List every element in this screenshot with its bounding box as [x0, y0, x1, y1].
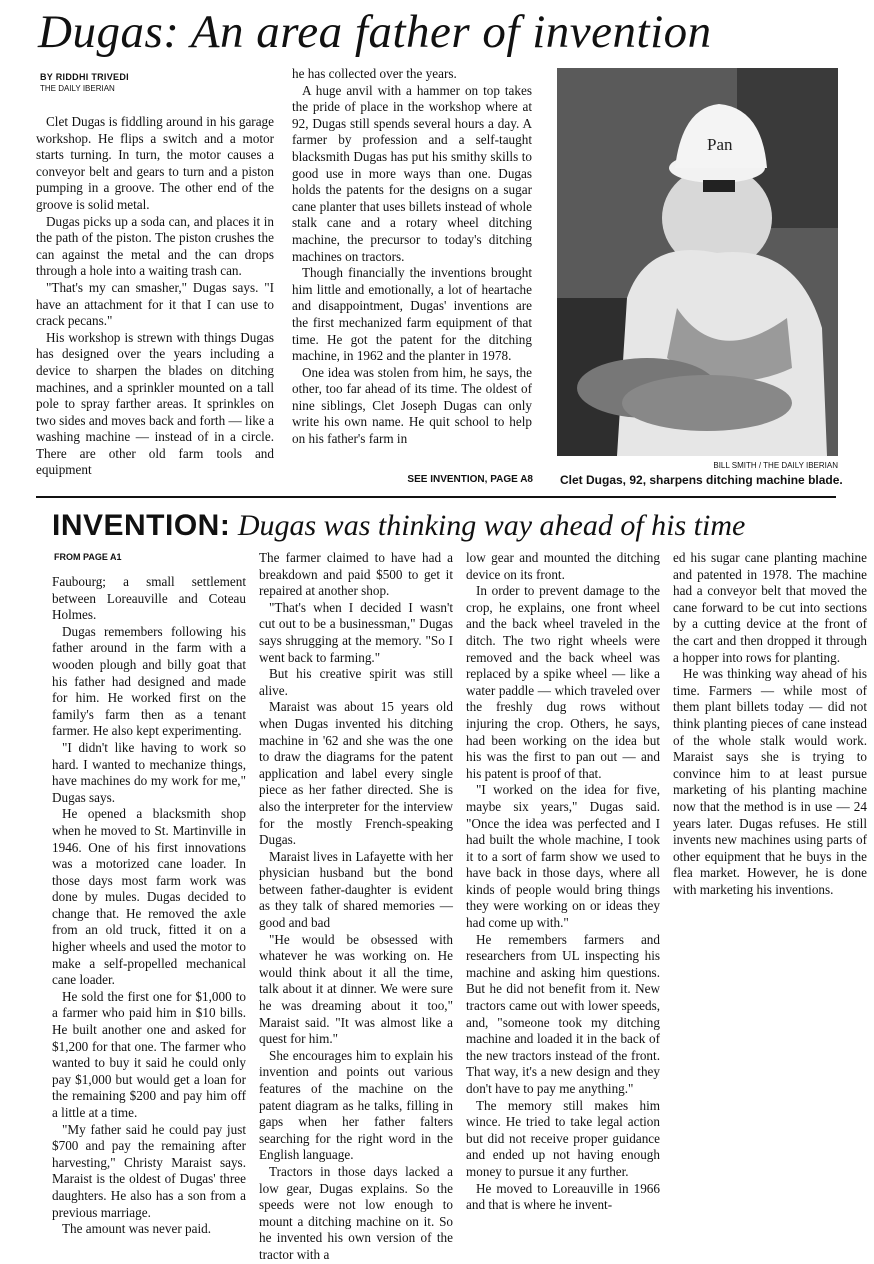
paragraph: He opened a blacksmith shop when he moved to St. Martinville in 1946. One of his first innovations was a motorized cane loader. In those days most farm work was done by mules. Dugas decided to change that. He removed the axle from an old truck, fitted it on a higher wheels and used the motor to make a self-propelled mechanical cane loader. [52, 806, 246, 988]
paragraph: Maraist lives in Lafayette with her physician husband but the bond between father-daughter is evident as they talk of shared memories — good and bad [259, 848, 453, 931]
from-page-label: FROM PAGE A1 [54, 552, 122, 562]
publication-name: THE DAILY IBERIAN [40, 84, 115, 93]
paragraph: "I worked on the idea for five, maybe six years," Dugas said. "Once the idea was perfected and I had built the whole machine, I took it to a sort of farm show we used to have back in those days, where all kinds of people would bring things they were working on or ideas they had come up with." [466, 782, 660, 931]
paragraph: Maraist was about 15 years old when Dugas invented his ditching machine in '62 and she was the one to draw the diagrams for the patent application and label every single piece as her father directed. She is also the interpreter for the interview for the mostly French-speaking Dugas. [259, 699, 453, 848]
headline: Dugas: An area father of invention [38, 6, 712, 58]
jump-headline-text: Dugas was thinking way ahead of his time [230, 509, 746, 542]
top-column-1 [36, 114, 274, 490]
paragraph: "I didn't like having to work so hard. I wanted to mechanize things, have machines do my work for me," Dugas says. [52, 739, 246, 805]
byline: BY RIDDHI TRIVEDI [40, 72, 129, 82]
paragraph: He sold the first one for $1,000 to a farmer who paid him in $10 bills. He built another one and asked for $1,200 for that one. The farmer who wanted to buy it said he could only pay $1,000 but would get a loan for the remaining $200 and pay him off a little at a time. [52, 988, 246, 1120]
jump-headline [52, 508, 745, 544]
paragraph: But his creative spirit was still alive. [259, 666, 453, 698]
paragraph: The memory still makes him wince. He tried to take legal action but did not receive proper guidance and ended up not having enough money to pursue it any further. [466, 1097, 660, 1179]
paragraph: "That's my can smasher," Dugas says. "I have an attachment for it that I can use to crack pecans." [36, 279, 274, 329]
paragraph: Tractors in those days lacked a low gear, Dugas explains. So the speeds were not low enough to mount a ditching machine on it. So he invented his own version of the tractor with a [259, 1163, 453, 1262]
divider [36, 496, 836, 498]
body-column-2 [259, 550, 453, 1262]
paragraph: Clet Dugas is fiddling around in his garage workshop. He flips a switch and a motor starts turning. In turn, the motor causes a conveyor belt and gears to turn and a piston pumping in a groove. The other end of the groove is solid metal. [36, 114, 274, 212]
jump-reference: SEE INVENTION, PAGE A8 [407, 474, 533, 485]
paragraph: low gear and mounted the ditching device on its front. [466, 550, 660, 582]
paragraph: A huge anvil with a hammer on top takes the pride of place in the workshop where at 92, Dugas still spends several hours a day. A farmer by profession and a self-taught blacksmith Dugas has put his smithy skills to good use in more ways than one. Dugas holds the patents for the designs on a sugar cane planter that uses billets instead of whole stalk cane and a rotary wheel ditching machine, the precursor to today's ditching machines on tractors. [292, 82, 532, 264]
paragraph: "My father said he could pay just $700 and pay the remaining after harvesting," Christy Maraist says. Maraist is the oldest of Dugas' three daughters. He also has a son from a previous marriage. [52, 1121, 246, 1220]
paragraph: Dugas picks up a soda can, and places it in the path of the piston. The piston crushes the can against the metal and the can drops through a hole into a waiting trash can. [36, 213, 274, 279]
paragraph: ed his sugar cane planting machine and patented in 1978. The machine had a conveyor belt that moved the cane forward to be cut into sections by a cutting device at the front of the cart and then dropped it through a hopper into rows for planting. [673, 550, 867, 665]
body-column-3 [466, 550, 660, 1250]
paragraph: His workshop is strewn with things Dugas has designed over the years including a device to sharpen the blades on ditching machines, and a sprinkler mounted on a tall pole to spray farther areas. It sprinkles on two sides and moves back and forth — like a washing machine — instead of in a circle. There are other old farm tools and equipment [36, 329, 274, 478]
top-column-2 [292, 66, 532, 476]
paragraph: In order to prevent damage to the crop, he explains, one front wheel and the back wheel traveled in the ditch. The two right wheels were removed and the back wheel was replaced by a spike wheel — like a water paddle — which traveled over the freshly dug rows without injuring the crop. Others, he says, had been working on the idea but his was the first to pan out — and his patent is proof of that. [466, 583, 660, 781]
paragraph: One idea was stolen from him, he says, the other, too far ahead of its time. The oldest of nine siblings, Clet Joseph Dugas can only write his own name. He quit school to help on his father's farm in [292, 364, 532, 447]
paragraph: "That's when I decided I wasn't cut out to be a businessman," Dugas says shrugging at the memory. "So I went back to farming." [259, 599, 453, 665]
photo [557, 68, 838, 456]
body-column-4 [673, 550, 867, 1250]
jump-headline-keyword: INVENTION: [52, 509, 231, 542]
paragraph: The amount was never paid. [62, 1221, 212, 1237]
photo-image [557, 68, 838, 456]
paragraph: She encourages him to explain his invention and points out various features of the machine on the patent diagram as he talks, filling in gaps when her father falters searching for the right word in the English language. [259, 1047, 453, 1163]
paragraph: The farmer claimed to have had a breakdown and paid $500 to get it repaired at another shop. [259, 550, 453, 599]
photo-credit: BILL SMITH / THE DAILY IBERIAN [713, 461, 838, 470]
photo-caption: Clet Dugas, 92, sharpens ditching machine blade. [560, 473, 843, 487]
paragraph: Though financially the inventions brought him little and emotionally, a lot of heartache and disappointment, Dugas' inventions are the first mechanized farm equipment of that time. He got the patent for the ditching machine, in 1962 and the planter in 1978. [292, 265, 532, 364]
paragraph: Faubourg; a small settlement between Loreauville and Coteau Holmes. [52, 574, 246, 623]
paragraph: he has collected over the years. [292, 66, 457, 81]
paragraph: He moved to Loreauville in 1966 and that is where he invent- [466, 1180, 660, 1213]
body-column-1 [52, 574, 246, 1250]
paragraph: He remembers farmers and researchers from UL inspecting his machine and asking him questions. But he did not benefit from it. New tractors came out with lower speeds, and, "someone took my ditching machine and loaded it in the back of the new tractors instead of the front. That way, it's a new design and they don't have to pay me anything." [466, 931, 660, 1096]
paragraph: He was thinking way ahead of his time. Farmers — while most of them plant billets today — did not think planting pieces of cane instead of the whole stalk would work. Maraist says she is trying to convince him to at least pursue marketing of his planting machine now that the method is in use — 24 years later. Dugas refuses. He still invents new machines using parts of other equipment that he buys in the flea market. However, he is done with marketing his inventions. [673, 666, 867, 897]
paragraph: Dugas remembers following his father around in the farm with a wooden plough and billy goat that his father had designed and made for him. He worked first on the family's farm then as a tenant farmer. He also kept experimenting. [52, 623, 246, 739]
paragraph: "He would be obsessed with whatever he was working on. He would think about it all the time, talk about it at dinner. We were sure he was dreaming about it too," Maraist said. "It was almost like a quest for him." [259, 931, 453, 1047]
hat-text: Pan [707, 135, 733, 154]
